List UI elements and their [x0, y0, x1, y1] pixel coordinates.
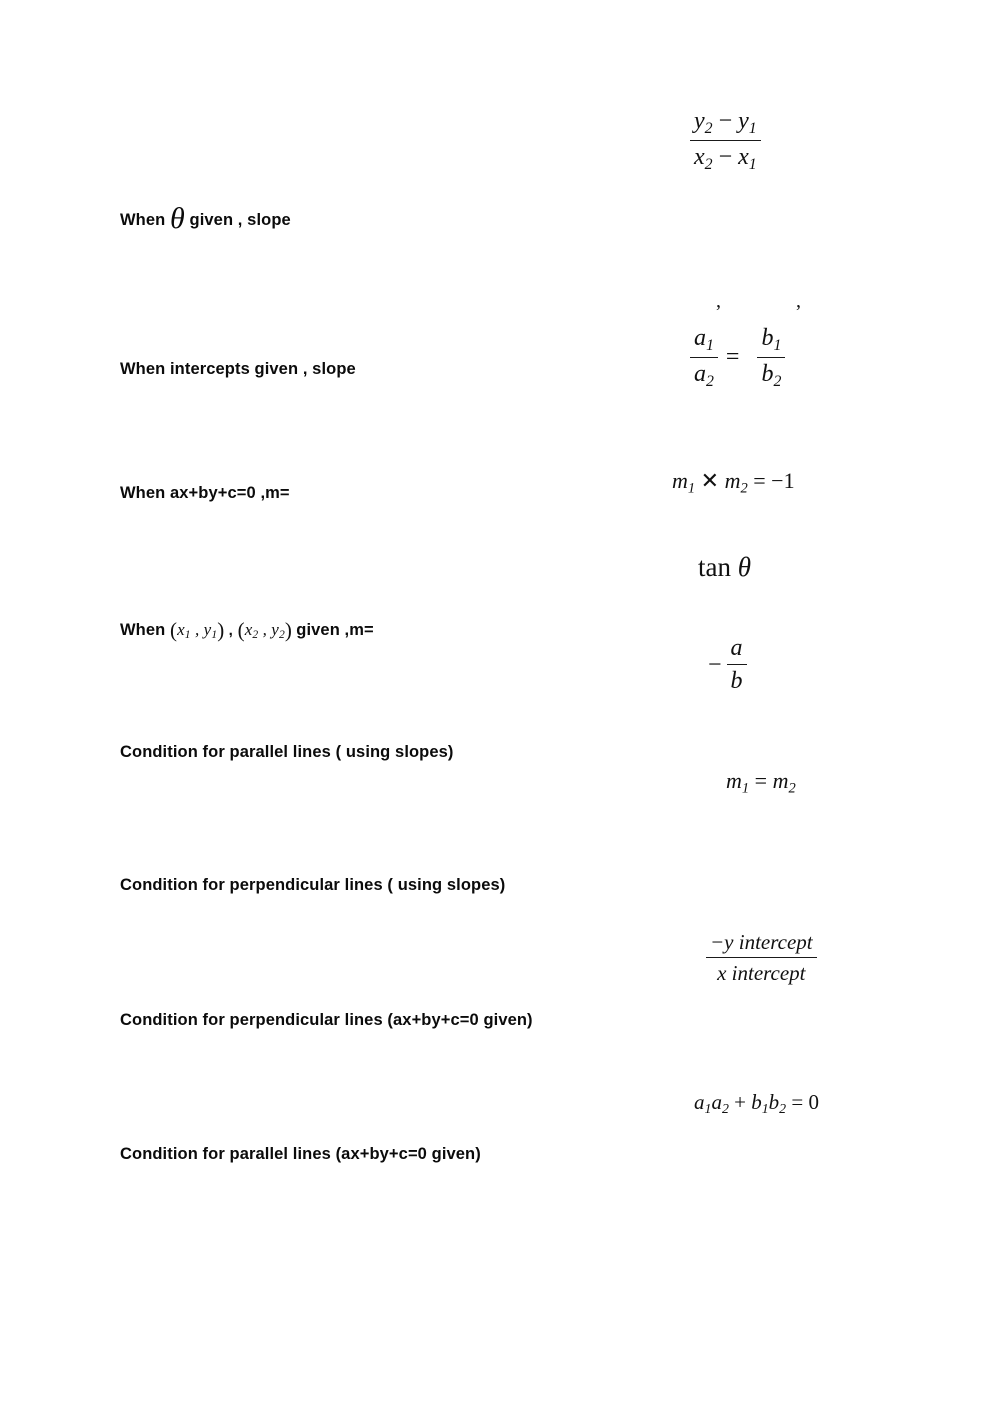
- fraction-numerator: $a_1$: [690, 325, 718, 358]
- fraction-denominator: x intercept: [717, 961, 806, 985]
- formula-slope-two-points: [690, 108, 761, 174]
- row-label-when-theta-given: [120, 202, 291, 235]
- fraction-numerator: $b_1$: [757, 325, 785, 358]
- formula-parallel-general-form-condition: $a_1a_2 + b_1b_2 = 0$: [694, 1090, 819, 1117]
- fraction-intercepts: [706, 930, 817, 986]
- formula-parallel-slopes-equal: $m_1 = m_2$: [726, 768, 796, 797]
- fraction-b1-over-b2: [757, 325, 785, 391]
- row-label-perpendicular-using-slopes: Condition for perpendicular lines ( using slopes): [120, 876, 506, 894]
- formula-intercept-ratio: [706, 930, 817, 986]
- row-label-when-two-points-given: [120, 617, 374, 642]
- tan-function: tan: [698, 552, 731, 582]
- minus-sign: −: [708, 651, 722, 678]
- formula-slope-from-general-form: [708, 635, 747, 695]
- fraction-numerator: $y_2 - y_1$: [690, 108, 761, 141]
- row-label-parallel-using-slopes: Condition for parallel lines ( using slopes): [120, 743, 454, 761]
- fraction-denominator: $x_2 - x_1$: [694, 143, 757, 173]
- apostrophe-mark-left: ,: [716, 290, 721, 312]
- fraction-denominator: $a_2$: [694, 360, 714, 390]
- row-label-perpendicular-general-form: Condition for perpendicular lines (ax+by+c=0 given): [120, 1011, 533, 1029]
- equals-sign: =: [725, 344, 740, 371]
- fraction-delta-y-over-delta-x: [690, 108, 761, 174]
- fraction-numerator: −y intercept: [706, 930, 817, 958]
- label-separator: ,: [228, 622, 233, 639]
- label-suffix: given ,m=: [296, 621, 374, 639]
- point-one: ($x_1$ , $y_1$): [170, 618, 225, 642]
- point-two: ($x_2$ , $y_2$): [237, 618, 292, 642]
- row-label-parallel-general-form: Condition for parallel lines (ax+by+c=0 given): [120, 1145, 481, 1163]
- row-label-when-general-form: When ax+by+c=0 ,m=: [120, 484, 290, 502]
- row-label-when-intercepts-given: When intercepts given , slope: [120, 360, 356, 378]
- fraction-denominator: $b_2$: [761, 360, 782, 390]
- apostrophe-mark-right: ,: [796, 290, 801, 312]
- label-prefix: When: [120, 211, 166, 229]
- fraction-denominator: b: [730, 668, 743, 694]
- fraction-numerator: a: [727, 635, 747, 665]
- theta-symbol: θ: [737, 552, 752, 582]
- formula-perpendicular-slopes-product: $m_1$ ✕ $m_2 = -1$: [672, 468, 795, 497]
- theta-symbol: θ: [170, 202, 185, 235]
- fraction-a1-over-a2: [690, 325, 718, 391]
- formula-intercepts-ratio: [690, 325, 785, 391]
- label-suffix: given , slope: [189, 211, 291, 229]
- formula-tan-theta: [698, 552, 751, 583]
- fraction-a-over-b: [727, 635, 747, 695]
- label-prefix: When: [120, 621, 166, 639]
